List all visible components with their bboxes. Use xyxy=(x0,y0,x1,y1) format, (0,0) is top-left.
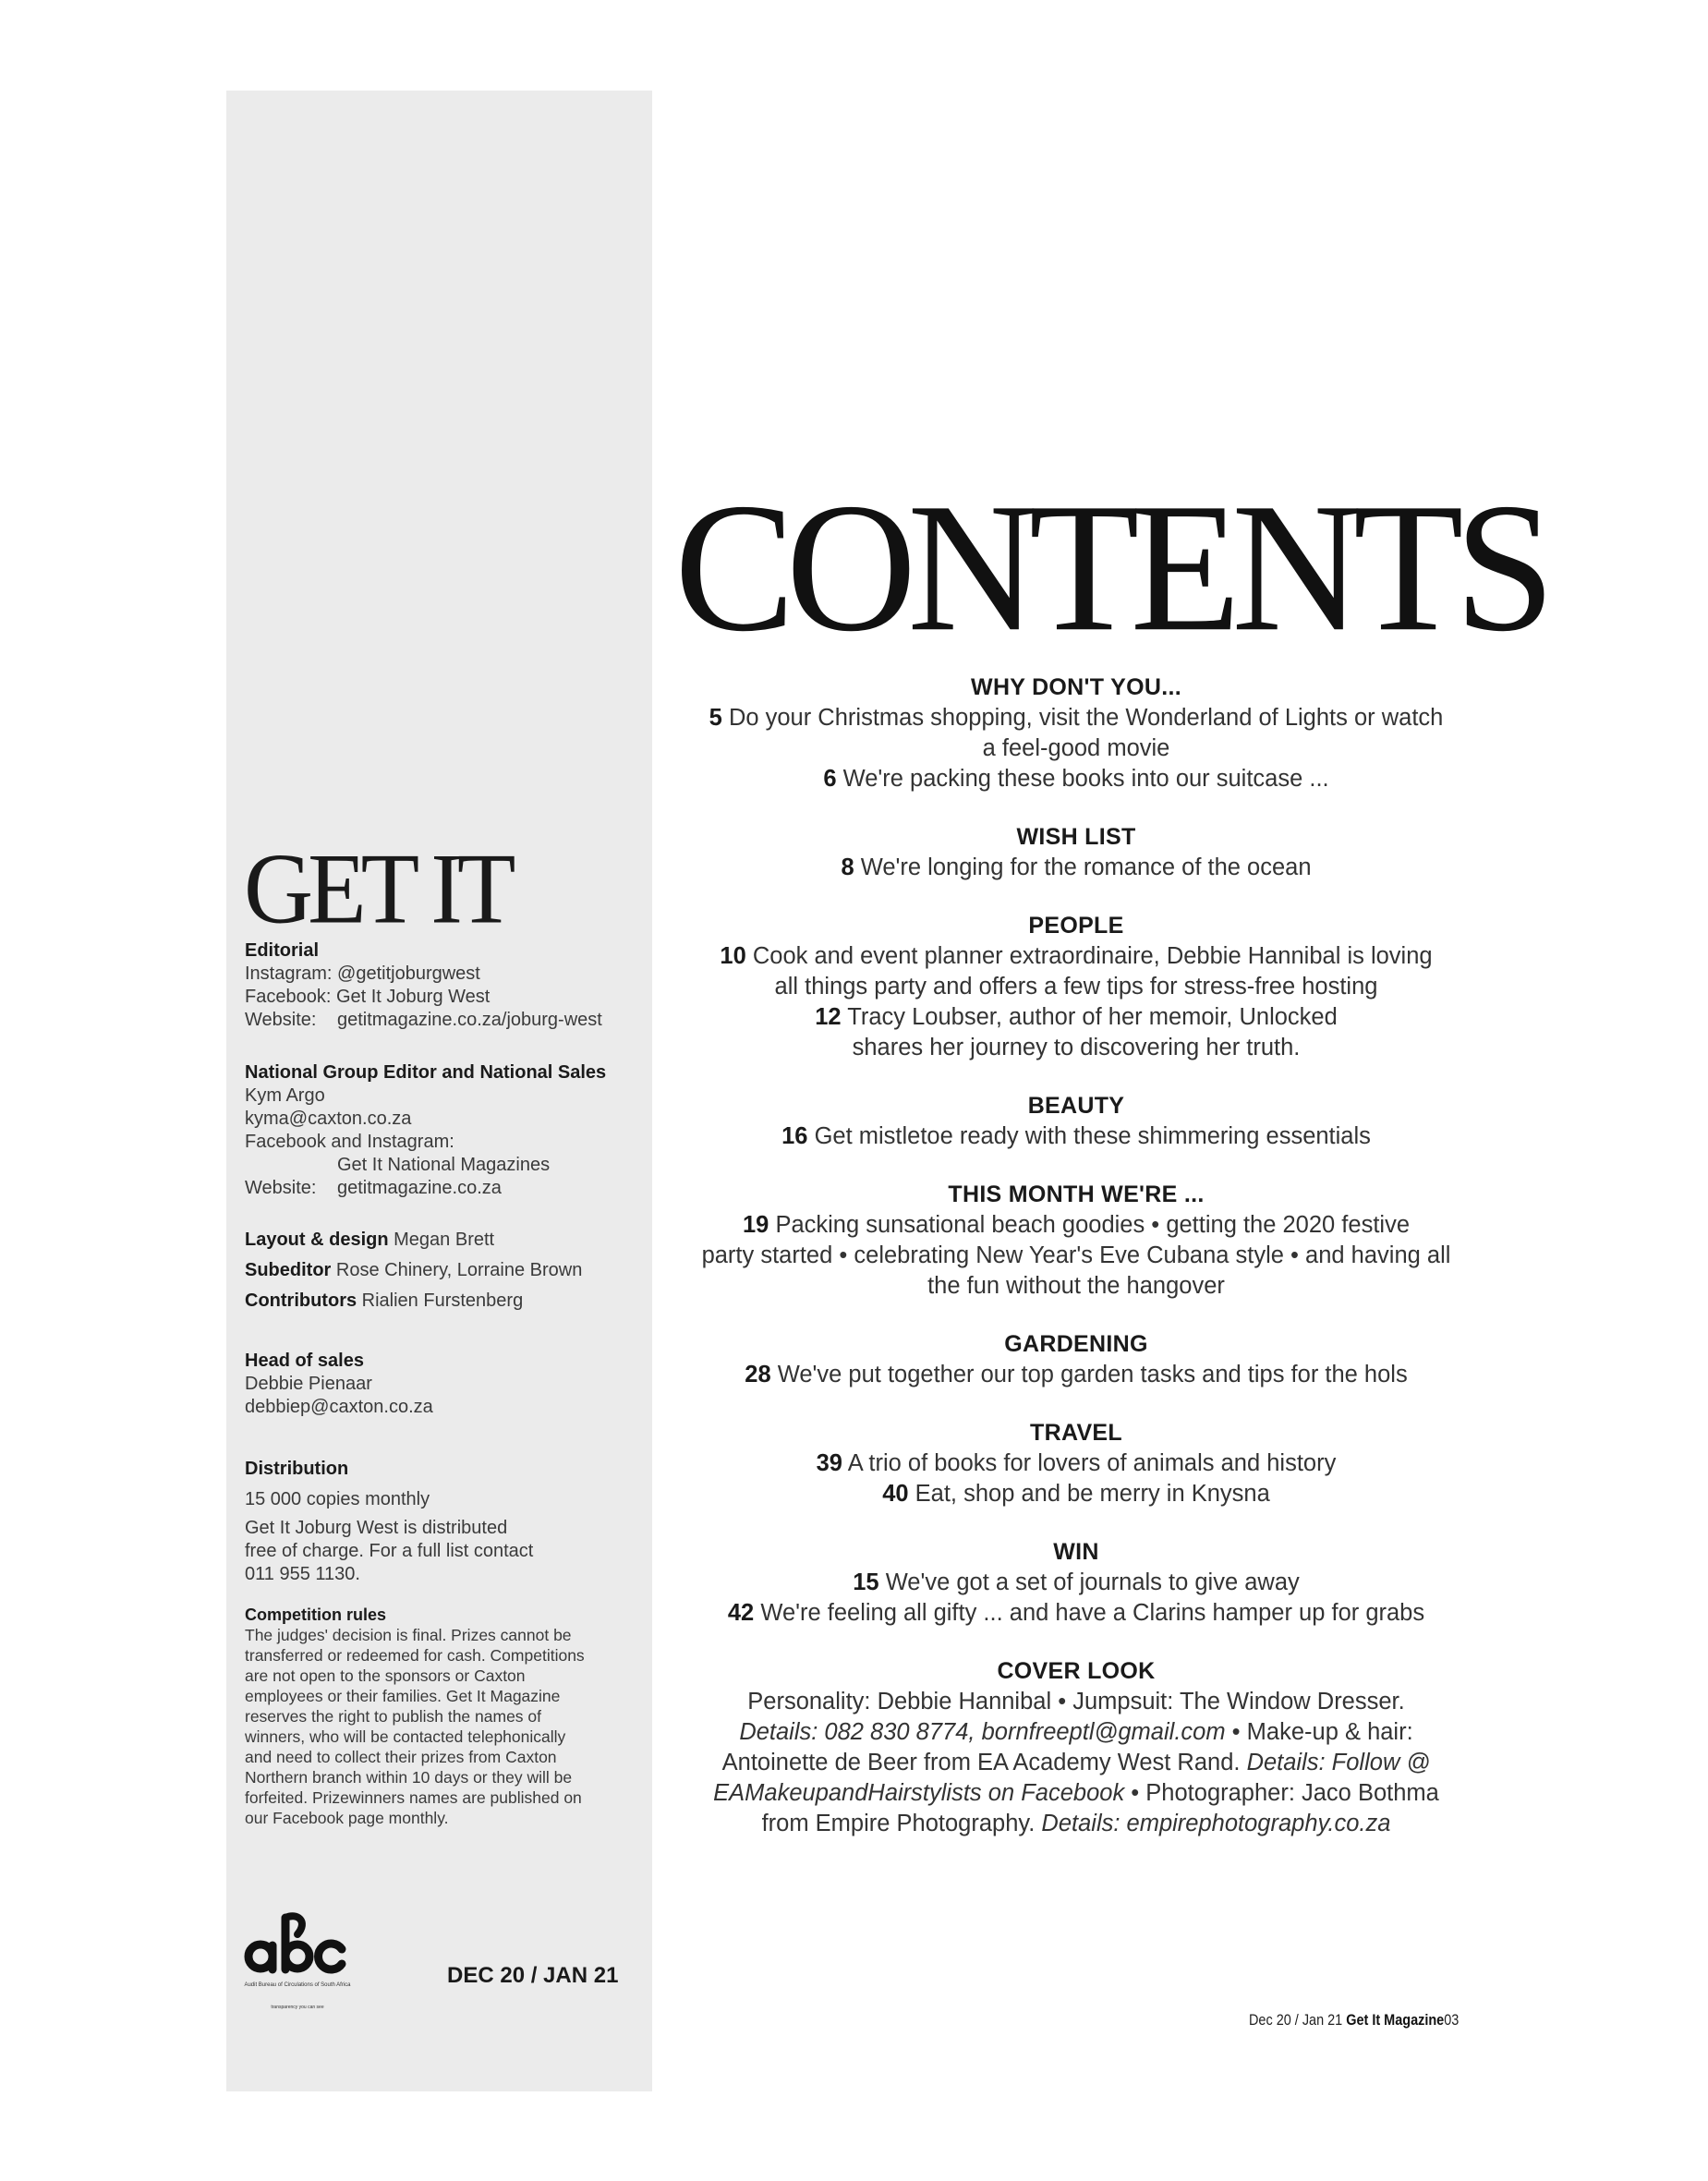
contents-entry xyxy=(674,733,1478,764)
section-heading: TRAVEL xyxy=(1030,1420,1122,1446)
contents-entry xyxy=(674,941,1478,972)
credit-subeditor xyxy=(245,1259,647,1282)
page-number: 12 xyxy=(815,1004,842,1030)
rules-line: employees or their families. Get It Magazine xyxy=(245,1687,561,1705)
cover-credit-segment: Personality: Debbie Hannibal • Jumpsuit: The Window Dresser. xyxy=(747,1689,1405,1715)
sales-name: Debbie Pienaar xyxy=(245,1374,372,1394)
contents-list xyxy=(674,672,1478,1867)
contents-section xyxy=(674,911,1478,1063)
contents-section xyxy=(674,1329,1478,1390)
issue-date: DEC 20 / JAN 21 xyxy=(447,1963,619,1988)
credit-layout-name: Megan Brett xyxy=(394,1230,495,1250)
contents-entry xyxy=(674,1598,1478,1629)
contents-entry xyxy=(674,1360,1478,1390)
credit-subeditor-role: Subeditor xyxy=(245,1260,332,1280)
editorial-website: getitmagazine.co.za/joburg-west xyxy=(337,1010,602,1030)
contents-section xyxy=(674,1537,1478,1629)
credit-contributors xyxy=(245,1290,647,1313)
contents-entry xyxy=(674,853,1478,883)
sales-email: debbiep@caxton.co.za xyxy=(245,1397,433,1417)
entry-text: We're longing for the romance of the ocean xyxy=(860,854,1312,880)
rules-line: transferred or redeemed for cash. Competitions xyxy=(245,1646,585,1665)
national-website-label: Website: xyxy=(245,1178,317,1198)
contents-entry xyxy=(674,1210,1478,1241)
distribution-line-3: 011 955 1130. xyxy=(245,1564,360,1584)
rules-line: forfeited. Prizewinners names are published on xyxy=(245,1788,582,1807)
cover-credit-segment: Details: 082 830 8774, bornfreeptl@gmail.com xyxy=(739,1719,1226,1745)
page-number: 15 xyxy=(853,1569,879,1595)
cover-credit-segment: from Empire Photography. xyxy=(761,1811,1042,1836)
rules-line: our Facebook page monthly. xyxy=(245,1809,449,1827)
section-heading: WHY DON'T YOU... xyxy=(971,674,1181,700)
abc-logo xyxy=(242,1908,362,2019)
rules-body xyxy=(245,1625,633,1828)
entry-text: Do your Christmas shopping, visit the Wonderland of Lights or watch xyxy=(728,705,1444,731)
credit-layout xyxy=(245,1229,647,1252)
rules-line: Northern branch within 10 days or they will be xyxy=(245,1768,573,1787)
contents-section xyxy=(674,1418,1478,1509)
editorial-heading: Editorial xyxy=(245,940,320,961)
cover-credit-line xyxy=(674,1687,1478,1717)
entry-text: party started • celebrating New Year's Eve Cubana style • and having all xyxy=(701,1242,1451,1268)
section-heading: WIN xyxy=(1053,1539,1099,1565)
cover-credit-segment: Details: Follow @ xyxy=(1246,1750,1431,1775)
contents-section xyxy=(674,822,1478,883)
contents-entry xyxy=(674,703,1478,733)
entry-text: Get mistletoe ready with these shimmering essentials xyxy=(814,1123,1371,1149)
abc-logo-icon xyxy=(242,1908,353,1982)
sales-heading: Head of sales xyxy=(245,1351,364,1371)
contents-section xyxy=(674,672,1478,794)
folio-magazine: Get It Magazine xyxy=(1346,2011,1445,2029)
contents-entry xyxy=(674,972,1478,1002)
section-heading: BEAUTY xyxy=(1027,1093,1125,1119)
contents-entry xyxy=(674,764,1478,794)
credit-contributors-name: Rialien Furstenberg xyxy=(361,1290,524,1311)
contents-entry xyxy=(674,1002,1478,1033)
entry-text: We're feeling all gifty ... and have a Clarins hamper up for grabs xyxy=(760,1600,1425,1626)
national-email: kyma@caxton.co.za xyxy=(245,1109,412,1129)
credit-contributors-role: Contributors xyxy=(245,1290,357,1311)
distribution-copies: 15 000 copies monthly xyxy=(245,1489,430,1509)
editorial-instagram: Instagram: @getitjoburgwest xyxy=(245,963,480,984)
page-number: 16 xyxy=(781,1123,808,1149)
cover-credit-line xyxy=(674,1809,1478,1839)
section-heading: GARDENING xyxy=(1004,1331,1148,1357)
page-number: 28 xyxy=(745,1362,771,1387)
contents-section xyxy=(674,1091,1478,1152)
entry-text: the fun without the hangover xyxy=(927,1273,1225,1299)
cover-look-section xyxy=(674,1656,1478,1839)
editorial-website-label: Website: xyxy=(245,1010,317,1030)
entry-text: We've got a set of journals to give away xyxy=(885,1569,1300,1595)
contents-entry xyxy=(674,1271,1478,1302)
entry-text: shares her journey to discovering her truth. xyxy=(852,1035,1301,1060)
cover-look-heading: COVER LOOK xyxy=(997,1658,1156,1684)
cover-credit-line xyxy=(674,1717,1478,1748)
entry-text: Tracy Loubser, author of her memoir, Unlocked xyxy=(847,1004,1338,1030)
entry-text: Packing sunsational beach goodies • getting the 2020 festive xyxy=(775,1212,1411,1238)
credit-subeditor-name: Rose Chinery, Lorraine Brown xyxy=(335,1260,583,1280)
section-heading: THIS MONTH WE'RE ... xyxy=(948,1181,1205,1207)
competition-rules xyxy=(245,1605,633,1828)
contents-entry xyxy=(674,1479,1478,1509)
section-heading: WISH LIST xyxy=(1016,824,1136,850)
national-social-label: Facebook and Instagram: xyxy=(245,1132,454,1152)
rules-line: reserves the right to publish the names of xyxy=(245,1707,542,1726)
sales-block xyxy=(245,1350,647,1419)
entry-text: Cook and event planner extraordinaire, Debbie Hannibal is loving xyxy=(752,943,1433,969)
folio-date: Dec 20 / Jan 21 xyxy=(1249,2011,1343,2029)
cover-credit-line xyxy=(674,1778,1478,1809)
cover-credit-segment: • Photographer: Jaco Bothma xyxy=(1124,1780,1439,1806)
editorial-facebook: Facebook: Get It Joburg West xyxy=(245,987,491,1007)
page-number: 39 xyxy=(816,1450,842,1476)
entry-text: a feel-good movie xyxy=(982,735,1170,761)
national-block xyxy=(245,1061,647,1200)
page-number: 6 xyxy=(823,766,837,792)
page-number: 5 xyxy=(709,705,722,731)
cover-credit-segment: Antoinette de Beer from EA Academy West Rand. xyxy=(721,1750,1247,1775)
rules-line: and need to collect their prizes from Caxton xyxy=(245,1748,557,1766)
credits-block xyxy=(245,1229,647,1320)
editorial-block xyxy=(245,939,647,1032)
national-heading: National Group Editor and National Sales xyxy=(245,1062,607,1083)
national-website: getitmagazine.co.za xyxy=(337,1178,502,1198)
entry-text: We've put together our top garden tasks and tips for the hols xyxy=(777,1362,1408,1387)
distribution-line-1: Get It Joburg West is distributed xyxy=(245,1518,508,1538)
contents-entry xyxy=(674,1241,1478,1271)
cover-credit-segment: • Make-up & hair: xyxy=(1225,1719,1413,1745)
entry-text: Eat, shop and be merry in Knysna xyxy=(915,1481,1270,1507)
distribution-line-2: free of charge. For a full list contact xyxy=(245,1541,534,1561)
entry-text: We're packing these books into our suitcase ... xyxy=(842,766,1329,792)
cover-credit-segment: EAMakeupandHairstylists on Facebook xyxy=(713,1780,1125,1806)
rules-line: The judges' decision is final. Prizes cannot be xyxy=(245,1626,572,1644)
folio-page-number: 03 xyxy=(1444,2011,1460,2029)
rules-line: winners, who will be contacted telephonically xyxy=(245,1727,566,1746)
contents-entry xyxy=(674,1568,1478,1598)
rules-line: are not open to the sponsors or Caxton xyxy=(245,1666,526,1685)
page-number: 42 xyxy=(727,1600,755,1626)
contents-entry xyxy=(674,1448,1478,1479)
page-number: 8 xyxy=(841,854,854,880)
contents-section xyxy=(674,1180,1478,1302)
page-title: CONTENTS xyxy=(674,465,1546,671)
section-heading: PEOPLE xyxy=(1028,913,1124,939)
page-number: 40 xyxy=(882,1481,909,1507)
brand-masthead: GET IT xyxy=(244,832,511,945)
entry-text: A trio of books for lovers of animals and history xyxy=(847,1450,1337,1476)
abc-tagline: transparency you can see xyxy=(271,2005,324,2010)
national-social: Get It National Magazines xyxy=(337,1155,551,1175)
credit-layout-role: Layout & design xyxy=(245,1230,389,1250)
national-name: Kym Argo xyxy=(245,1085,325,1106)
abc-caption: Audit Bureau of Circulations of South Africa xyxy=(244,1982,351,1988)
distribution-block xyxy=(245,1458,647,1586)
national-website-row xyxy=(245,1177,647,1200)
cover-credit-line xyxy=(674,1748,1478,1778)
cover-credit-segment: Details: empirephotography.co.za xyxy=(1041,1811,1391,1836)
contents-entry xyxy=(674,1033,1478,1063)
editorial-website-row xyxy=(245,1009,647,1032)
rules-heading: Competition rules xyxy=(245,1605,387,1624)
page-number: 10 xyxy=(720,943,746,969)
contents-entry xyxy=(674,1121,1478,1152)
page-number: 19 xyxy=(742,1212,769,1238)
distribution-heading: Distribution xyxy=(245,1459,349,1479)
page-folio xyxy=(1249,2011,1459,2030)
entry-text: all things party and offers a few tips for stress-free hosting xyxy=(774,974,1378,1000)
